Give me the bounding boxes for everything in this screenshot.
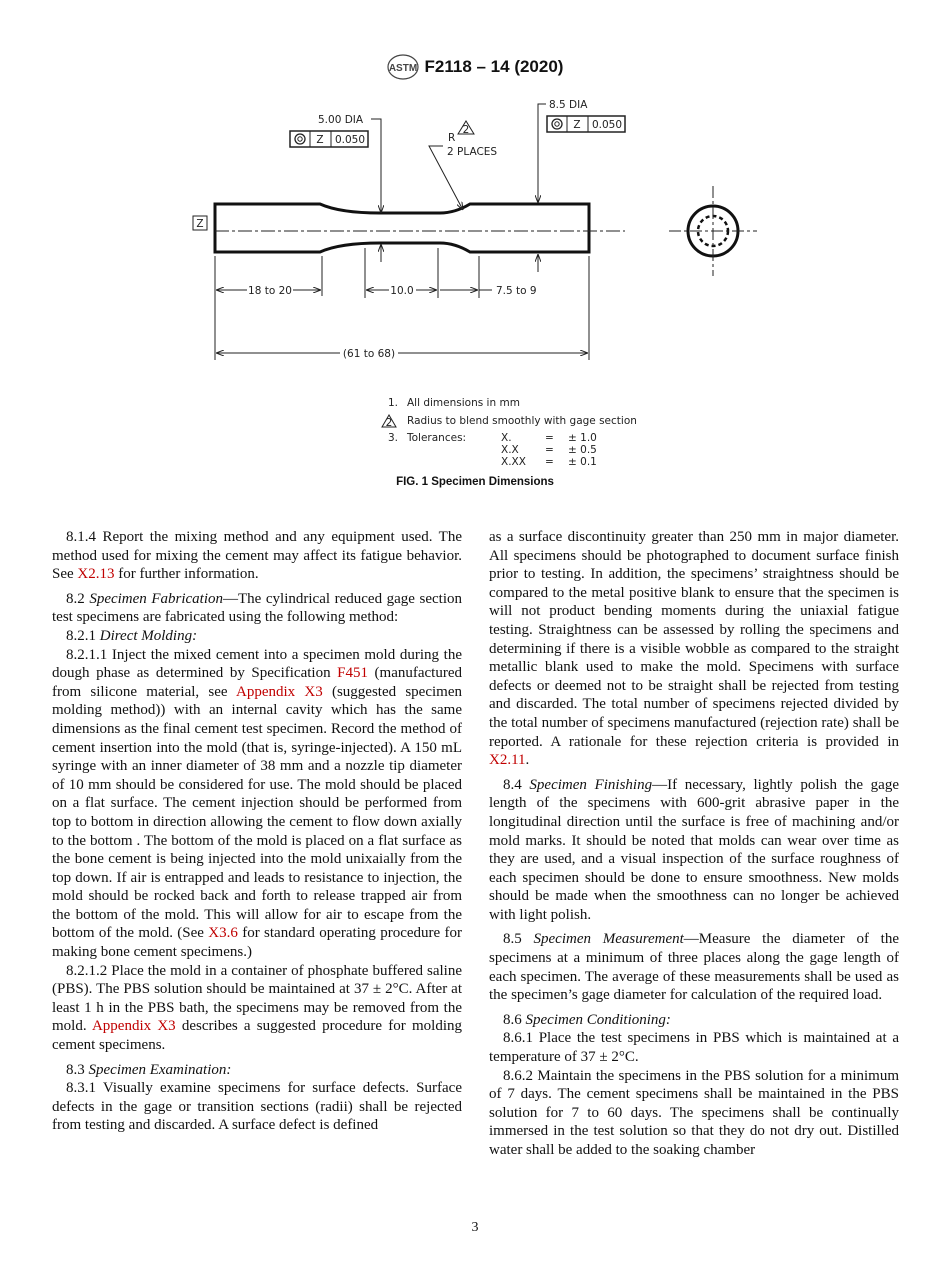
svg-text:ASTM: ASTM bbox=[388, 63, 417, 74]
section-heading: Specimen Measurement bbox=[533, 931, 684, 948]
figure-caption: FIG. 1 Specimen Dimensions bbox=[396, 476, 554, 488]
svg-text:0.050: 0.050 bbox=[334, 134, 366, 146]
paragraph-text: 8.4 bbox=[503, 776, 530, 793]
radius-callout bbox=[429, 121, 497, 210]
paragraph-text: (suggested specimen molding method)) with an internal cavity which has the same dimensions as the final cement test specimen. Record the method of cement insertion into the mold (that is, syringe-injected). A 150 mL syringe with an inner diameter of 38 mm and a nozzle tip diameter of 10 mm should be considered for use. The mold should be placed on a flat surface. The cement injection should be performed from top to bottom in direction allowing the cement to flow down axially to the bottom . The bottom of the mold is placed on a flat surface as the bone cement is being injected into the mold unixaially from the top down. If air is entrapped and leads to resistance to injection, the mold should be rocked back and forth to release trapped air from the bottom of the mold. This will allow for air to escape from the bottom of the mold. (See bbox=[52, 683, 462, 942]
paragraph-text: 8.2.1.2 Place the mold in a container of phosphate buffered saline (PBS). The PBS solution should be maintained at 37 ± 2°C. After at least 1 h in the PBS bath, the specimens may be removed from the mold. bbox=[52, 962, 462, 1035]
svg-text:R: R bbox=[448, 132, 456, 144]
paragraph bbox=[52, 528, 462, 584]
paragraph-text: 8.2.1.1 Inject the mixed cement into a specimen mold during the dough phase as determined by Specification bbox=[52, 646, 462, 682]
section-heading: Specimen Fabrication bbox=[89, 590, 224, 607]
svg-text:=: = bbox=[545, 456, 554, 468]
paragraph-text: —The cylindrical reduced gage section test specimens are fabricated using the following method: bbox=[52, 590, 462, 626]
paragraph-text: . bbox=[525, 752, 530, 769]
svg-text:X.: X. bbox=[501, 432, 512, 444]
paragraph-text: 8.2.1 bbox=[66, 627, 100, 644]
paragraph bbox=[52, 590, 462, 627]
dim-transition: 7.5 to 9 bbox=[496, 285, 537, 297]
paragraph-text: 8.6.2 Maintain the specimens in the PBS solution for a minimum of 7 days. The cement specimens shall be maintained in the PBS solution for 7 to 60 days. The specimens shall be continually immersed in the test solution so that they do not dry out. Distilled water shall be added to the soaking chamber bbox=[489, 1067, 899, 1158]
paragraph-text: for further information. bbox=[114, 566, 259, 583]
left-column bbox=[52, 528, 462, 1135]
datum-z bbox=[193, 216, 207, 230]
svg-text:=: = bbox=[545, 444, 554, 456]
paragraph-text: —Measure the diameter of the specimens at a minimum of three places along the gage length of each specimen. The average of these measurements shall be used as the specimen’s gage diameter for calculation of the required load. bbox=[489, 931, 900, 1004]
paragraph bbox=[52, 1079, 462, 1135]
section-heading: Specimen Conditioning: bbox=[525, 1011, 671, 1028]
figure-notes bbox=[382, 397, 637, 468]
dimension-lines bbox=[215, 248, 589, 360]
gage-diameter-callout bbox=[290, 114, 381, 262]
cross-reference-link[interactable]: X2.11 bbox=[489, 752, 526, 769]
specimen-outline bbox=[215, 204, 589, 252]
section-heading: Direct Molding: bbox=[99, 627, 198, 644]
svg-text:2: 2 bbox=[462, 124, 470, 136]
svg-text:X.XX: X.XX bbox=[501, 456, 526, 468]
paragraph bbox=[489, 1067, 899, 1160]
svg-text:1.: 1. bbox=[388, 397, 399, 409]
dim-overall: (61 to 68) bbox=[342, 348, 396, 360]
paragraph bbox=[489, 1011, 899, 1030]
paragraph-text: for standard operating procedure for making bone cement specimens.) bbox=[52, 925, 462, 961]
paragraph-text: describes a suggested procedure for molding cement specimens. bbox=[52, 1018, 462, 1054]
end-view bbox=[669, 186, 757, 276]
paragraph-text: 8.6.1 Place the test specimens in PBS which is maintained at a temperature of 37 ± 2°C. bbox=[489, 1030, 899, 1066]
cross-reference-link[interactable]: X3.6 bbox=[208, 925, 238, 942]
cross-reference-link[interactable]: Appendix X3 bbox=[91, 1018, 176, 1035]
svg-text:3.: 3. bbox=[388, 432, 399, 444]
svg-text:Z: Z bbox=[196, 218, 204, 230]
paragraph-text: —If necessary, lightly polish the gage length of the specimens with 600-grit abrasive paper in the longitudinal direction until the surface is free of machining and/or mold marks. It should be noted that molds can wear over time as they are used, and a visual inspection of the surface roughness of each specimen should be done to ensure smoothness. New molds should be made when the smoothness can no longer be achieved with light polish. bbox=[489, 776, 899, 923]
cross-reference-link[interactable]: Appendix X3 bbox=[235, 683, 323, 700]
svg-text:± 0.5: ± 0.5 bbox=[568, 444, 597, 456]
end-diameter-callout bbox=[538, 99, 625, 272]
svg-text:Radius to blend smoothly with: Radius to blend smoothly with gage section bbox=[407, 415, 637, 427]
paragraph bbox=[52, 646, 462, 962]
svg-text:2 PLACES: 2 PLACES bbox=[447, 146, 498, 158]
paragraph-text: 8.6 bbox=[503, 1011, 526, 1028]
paragraph bbox=[52, 627, 462, 646]
right-column bbox=[489, 528, 899, 1160]
page-number: 3 bbox=[471, 1220, 479, 1235]
dim-gage: 10.0 bbox=[390, 285, 414, 297]
paragraph bbox=[489, 930, 899, 1004]
specimen-dimensions-figure bbox=[0, 0, 950, 500]
paragraph bbox=[489, 1029, 899, 1066]
svg-text:± 1.0: ± 1.0 bbox=[568, 432, 597, 444]
section-heading: Specimen Finishing bbox=[529, 776, 653, 793]
svg-text:X.X: X.X bbox=[501, 444, 519, 456]
paragraph-text: 8.3.1 Visually examine specimens for surface defects. Surface defects in the gage or transition sections (radii) shall be rejected from testing and discarded. A surface defect is defined bbox=[52, 1080, 462, 1134]
svg-text:All dimensions in mm: All dimensions in mm bbox=[407, 397, 520, 409]
paragraph bbox=[52, 962, 462, 1055]
cross-reference-link[interactable]: F451 bbox=[337, 665, 368, 682]
paragraph bbox=[489, 528, 899, 770]
svg-text:2: 2 bbox=[385, 417, 393, 429]
svg-text:0.050: 0.050 bbox=[591, 119, 623, 131]
paragraph-text: 8.3 bbox=[66, 1061, 89, 1078]
section-heading: Specimen Examination: bbox=[88, 1061, 232, 1078]
svg-text:Tolerances:: Tolerances: bbox=[407, 432, 467, 444]
document-designation: F2118 – 14 (2020) bbox=[424, 57, 564, 76]
svg-text:8.5 DIA: 8.5 DIA bbox=[549, 99, 588, 111]
paragraph-text: 8.5 bbox=[503, 931, 534, 948]
paragraph-text: as a surface discontinuity greater than 250 mm in major diameter. All specimens should be photographed to document surface finish prior to testing. In addition, the specimens’ straightness should be compared to the metal positive blank to ensure that the specimen is will not product bending moments during the uniaxial fatigue testing. Straightness can be assessed by rolling the specimens and determining if there is a visible wobble as compared to the straight metallic blank used to make the mold. Specimens with surface defects or deemed not to be straight shall be rejected from testing and discarded. The total number of specimens rejected divided by the total number of specimens manufactured (rejection rate) shall be reported. A rationale for these rejection criteria is provided in bbox=[489, 529, 899, 750]
paragraph-text: (manufactured from silicone material, see bbox=[52, 665, 462, 700]
svg-text:Z: Z bbox=[573, 119, 581, 131]
svg-text:Z: Z bbox=[316, 134, 324, 146]
svg-text:=: = bbox=[545, 432, 554, 444]
paragraph bbox=[489, 776, 899, 925]
dim-grip: 18 to 20 bbox=[248, 285, 292, 297]
cross-reference-link[interactable]: X2.13 bbox=[77, 566, 115, 583]
paragraph-text: 8.1.4 Report the mixing method and any equipment used. The method used for mixing the cement may affect its fatigue behavior. See bbox=[52, 529, 462, 583]
paragraph-text: 8.2 bbox=[66, 590, 90, 607]
svg-text:± 0.1: ± 0.1 bbox=[568, 456, 597, 468]
paragraph bbox=[52, 1061, 462, 1080]
svg-text:5.00 DIA: 5.00 DIA bbox=[318, 114, 364, 126]
